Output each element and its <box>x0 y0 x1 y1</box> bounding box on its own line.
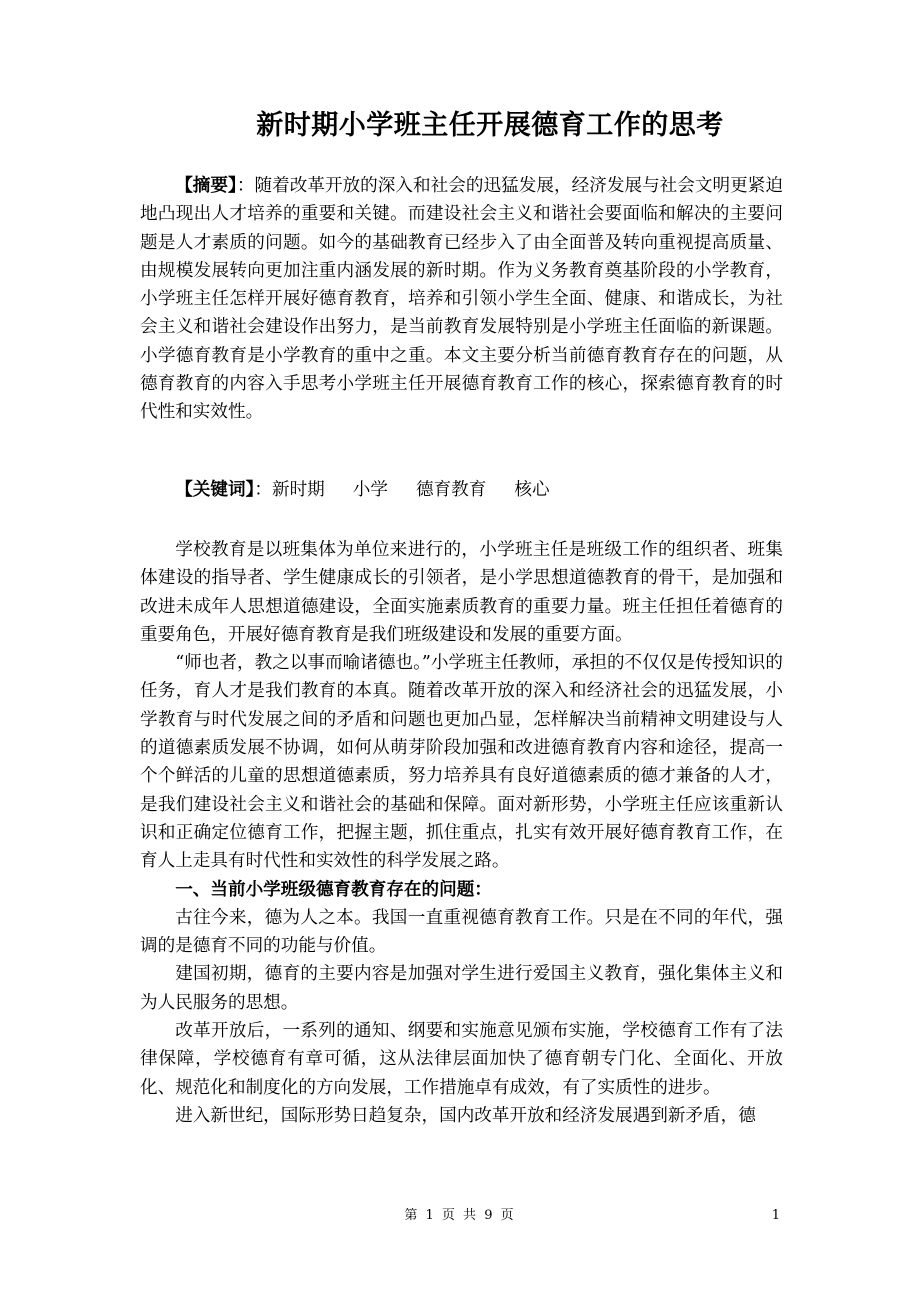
keywords-label: 【关键词】 <box>175 480 255 500</box>
document-title: 新时期小学班主任开展德育工作的思考 <box>256 110 724 141</box>
page-indicator: 第 1 页 共 9 页 <box>404 1208 516 1223</box>
abstract-section <box>140 172 783 427</box>
abstract-text: ：随着改革开放的深入和社会的迅猛发展，经济发展与社会文明更紧迫地凸现出人才培养的重要和关键。而建设社会主义和谐社会要面临和解决的主要问题是人才素质的问题。如今的基础教育已经步入了由全面普及转向重视提高质量、由规模发展转向更加注重内涵发展的新时期。作为义务教育奠基阶段的小学教育，小学班主任怎样开展好德育教育，培养和引领小学生全面、健康、和谐成长，为社会主义和谐社会建设作出努力，是当前教育发展特别是小学班主任面临的新课题。小学德育教育是小学教育的重中之重。本文主要分析当前德育教育存在的问题，从德育教育的内容入手思考小学班主任开展德育教育工作的核心，探索德育教育的时代性和实效性。 <box>140 176 783 423</box>
body-paragraph: 进入新世纪，国际形势日趋复杂，国内改革开放和经济发展遇到新矛盾，德 <box>175 1105 756 1126</box>
main-body <box>140 536 783 1130</box>
abstract-label: 【摘要】 <box>175 176 237 196</box>
keyword-item: 核心 <box>514 480 550 500</box>
keywords-section <box>140 476 783 504</box>
abstract-paragraph <box>140 172 783 427</box>
keyword-item: 德育教育 <box>415 480 487 500</box>
body-paragraph: 古往今来，德为人之本。我国一直重视德育教育工作。只是在不同的年代，强调的是德育不同的功能与价值。 <box>140 907 783 957</box>
keywords-colon: ： <box>254 480 272 500</box>
page-number: 1 <box>771 1208 780 1223</box>
keywords-line <box>140 476 783 504</box>
section-heading: 一、当前小学班级德育教育存在的问题： <box>175 879 492 900</box>
keyword-item: 新时期 <box>271 480 325 500</box>
body-paragraph: 改革开放后，一系列的通知、纲要和实施意见颁布实施，学校德育工作有了法律保障，学校德育有章可循，这从法律层面加快了德育朝专门化、全面化、开放化、规范化和制度化的方向发展，工作措施卓有成效，有了实质性的进步。 <box>140 1021 783 1098</box>
body-paragraph: 建国初期，德育的主要内容是加强对学生进行爱国主义教育，强化集体主义和为人民服务的思想。 <box>140 964 783 1013</box>
body-paragraph: “师也者，教之以事而喻诸德也。”小学班主任教师，承担的不仅仅是传授知识的任务，育人才是我们教育的本真。随着改革开放的深入和经济社会的迅猛发展，小学教育与时代发展之间的矛盾和问题也更加凸显，怎样解决当前精神文明建设与人的道德素质发展不协调，如何从萌芽阶段加强和改进德育教育内容和途径，提高一个个鲜活的儿童的思想道德素质，努力培养具有良好道德素质的德才兼备的人才，是我们建设社会主义和谐社会的基础和保障。面对新形势，小学班主任应该重新认识和正确定位德育工作，把握主题，抓住重点，扎实有效开展好德育教育工作，在育人上走具有时代性和实效性的科学发展之路。 <box>140 653 783 872</box>
body-paragraph: 学校教育是以班集体为单位来进行的，小学班主任是班级工作的组织者、班集体建设的指导者、学生健康成长的引领者，是小学思想道德教育的骨干，是加强和改进未成年人思想道德建设，全面实施素质教育的重要力量。班主任担任着德育的重要角色，开展好德育教育是我们班级建设和发展的重要方面。 <box>140 540 783 645</box>
keyword-item: 小学 <box>352 480 388 500</box>
